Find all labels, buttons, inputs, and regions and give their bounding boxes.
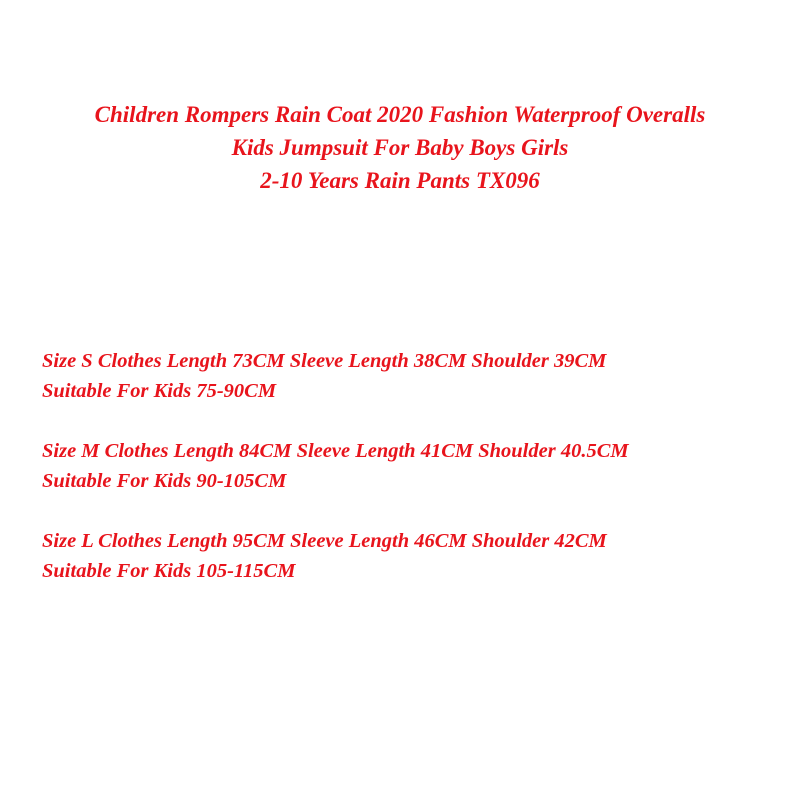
- size-m-suitable: Suitable For Kids 90-105CM: [42, 470, 287, 492]
- title-line-1: Children Rompers Rain Coat 2020 Fashion Waterproof Overalls: [94, 102, 706, 127]
- title-line-2: Kids Jumpsuit For Baby Boys Girls: [231, 135, 569, 160]
- title-line-3: 2-10 Years Rain Pants TX096: [260, 168, 540, 193]
- size-m-block: [42, 436, 792, 496]
- size-s-spec: Size S Clothes Length 73CM Sleeve Length 38CM Shoulder 39CM: [42, 350, 607, 372]
- size-m-spec: Size M Clothes Length 84CM Sleeve Length 41CM Shoulder 40.5CM: [42, 440, 629, 462]
- size-s-block: [42, 346, 792, 406]
- size-l-block: [42, 526, 792, 586]
- size-chart: [42, 346, 792, 616]
- size-l-suitable: Suitable For Kids 105-115CM: [42, 560, 296, 582]
- product-title: [0, 98, 800, 197]
- size-s-suitable: Suitable For Kids 75-90CM: [42, 380, 277, 402]
- size-l-spec: Size L Clothes Length 95CM Sleeve Length 46CM Shoulder 42CM: [42, 530, 607, 552]
